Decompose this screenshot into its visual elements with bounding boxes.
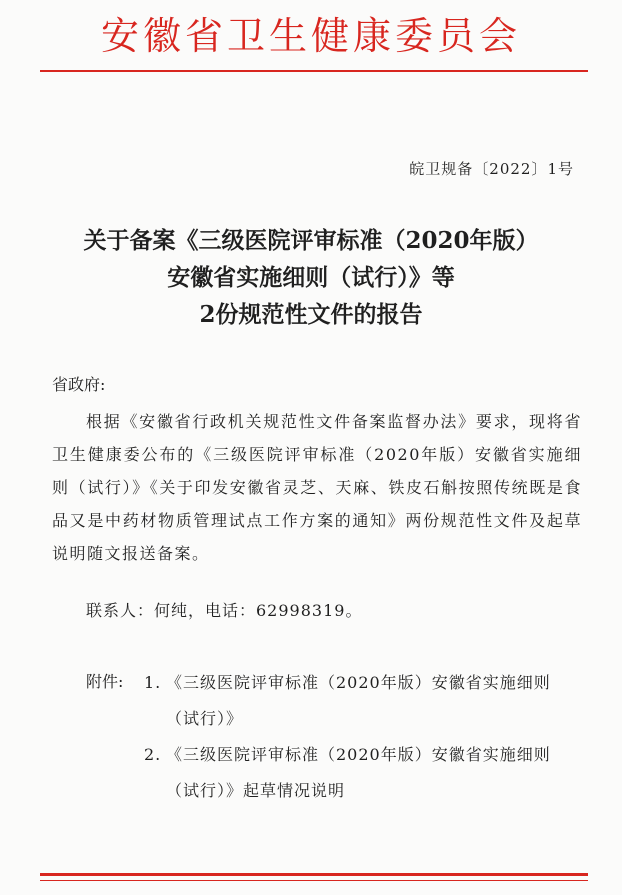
attachment-item	[144, 737, 584, 809]
salutation: 省政府:	[52, 375, 106, 394]
document-header-org-name: 安徽省卫生健康委员会	[100, 14, 521, 58]
attachment-number: 2.	[144, 745, 162, 764]
contact-info: 联系人：何纯，电话：62998319。	[86, 601, 363, 620]
attachment-text: 《三级医院评审标准（2020年版）安徽省实施细则（试行）》	[166, 673, 551, 728]
attachment-text: 《三级医院评审标准（2020年版）安徽省实施细则（试行）》起草情况说明	[166, 745, 551, 800]
document-title	[30, 222, 592, 333]
body-paragraph: 根据《安徽省行政机关规范性文件备案监督办法》要求，现将省卫生健康委公布的《三级医院评审标准（2020年版）安徽省实施细则（试行）》《关于印发安徽省灵芝、天麻、铁皮石斛按照传统既是食品又是中药材物质管理试点工作方案的通知》两份规范性文件及起草说明随文报送备案。	[52, 412, 582, 563]
attachments-label: 附件:	[86, 672, 124, 691]
footer-divider-thin	[40, 880, 588, 881]
footer-divider-thick	[40, 873, 588, 876]
document-number: 皖卫规备〔2022〕1号	[409, 160, 574, 178]
title-line-3: 2份规范性文件的报告	[199, 301, 423, 328]
title-line-1: 关于备案《三级医院评审标准（2020年版）	[83, 227, 539, 254]
attachment-number: 1.	[144, 673, 162, 692]
title-line-2: 安徽省实施细则（试行）》等	[167, 264, 455, 291]
attachment-item	[144, 665, 584, 737]
header-divider	[40, 70, 588, 72]
